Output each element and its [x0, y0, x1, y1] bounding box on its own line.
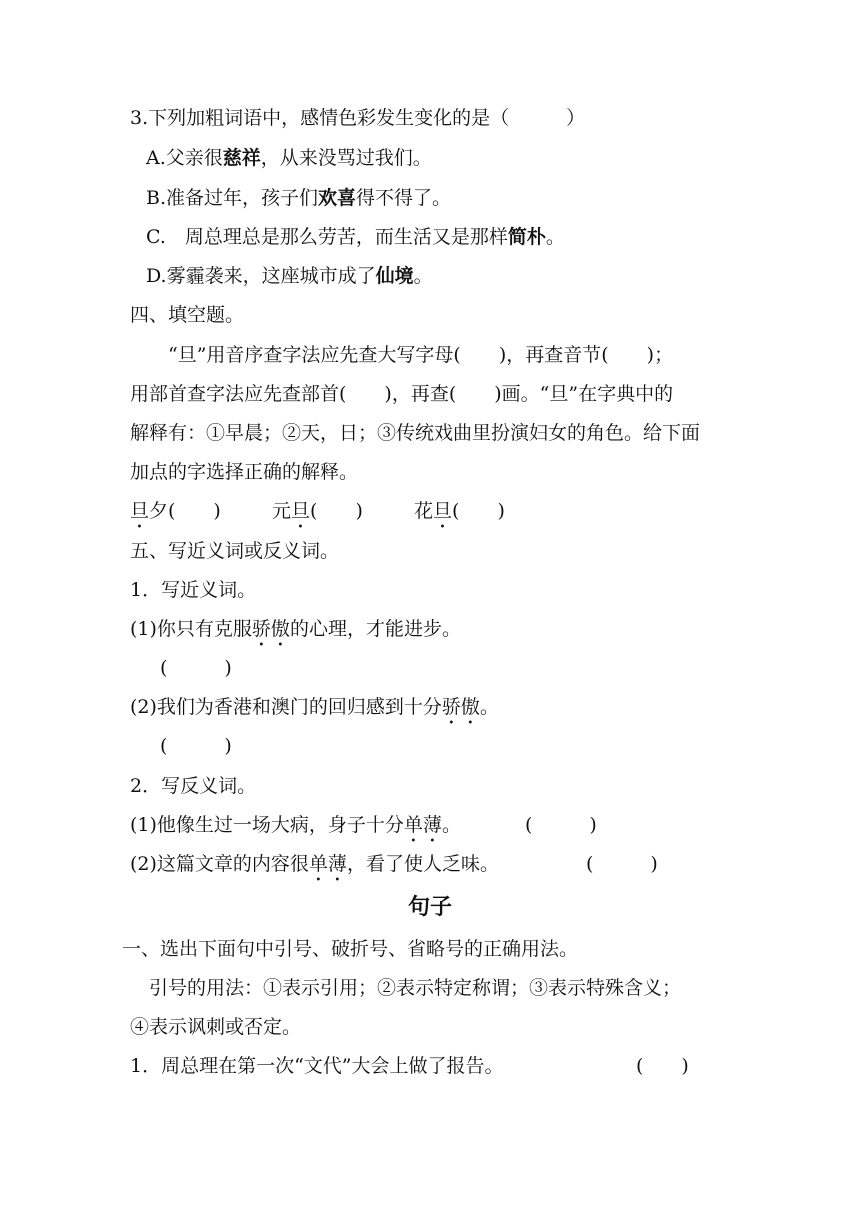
fill-paragraph-line: 用部首查字法应先查部首( )，再查( )画。“旦”在字典中的 — [130, 383, 674, 405]
punctuation-heading: 一、选出下面句中引号、破折号、省略号的正确用法。 — [122, 938, 579, 960]
answer-blank: ( ) — [586, 853, 658, 875]
question-3-stem: 3.下列加粗词语中，感情色彩发生变化的是（ ） — [130, 107, 586, 129]
option-b: B.准备过年，孩子们欢喜得不得了。 — [146, 187, 452, 209]
fill-paragraph-line: “旦”用音序查字法应先查大写字母( )，再查音节( )； — [130, 344, 674, 366]
section-4-heading: 四、填空题。 — [130, 304, 245, 326]
option-a: A.父亲很慈祥，从来没骂过我们。 — [146, 147, 432, 169]
antonym-subheading: 2．写反义词。 — [130, 775, 257, 797]
word-item: 元旦( ) — [272, 500, 363, 522]
answer-blank: ( ) — [636, 1055, 689, 1077]
option-d: D.雾霾袭来，这座城市成了仙境。 — [146, 265, 433, 287]
sentence-question: 1．周总理在第一次“文代”大会上做了报告。 — [130, 1055, 504, 1077]
answer-blank: ( ) — [160, 735, 232, 757]
section-title: 句子 — [407, 895, 452, 920]
word-item: 花旦( ) — [414, 500, 505, 522]
fill-paragraph-line: 解释有：①早晨；②天，日；③传统戏曲里扮演妇女的角色。给下面 — [130, 422, 701, 444]
option-c: C. 周总理总是那么劳苦，而生活又是那样简朴。 — [146, 226, 565, 248]
synonym-item: (2)我们为香港和澳门的回归感到十分骄傲。 — [130, 696, 499, 718]
answer-blank: ( ) — [525, 814, 597, 836]
fill-paragraph-line: 加点的字选择正确的解释。 — [130, 461, 359, 483]
word-item: 旦夕( ) — [130, 500, 221, 522]
answer-blank: ( ) — [160, 657, 232, 679]
synonym-item: (1)你只有克服骄傲的心理，才能进步。 — [130, 618, 461, 640]
synonym-subheading: 1．写近义词。 — [130, 579, 257, 601]
quote-usage-line: ④表示讽刺或否定。 — [130, 1016, 302, 1038]
antonym-item: (1)他像生过一场大病，身子十分单薄。 — [130, 814, 461, 836]
section-5-heading: 五、写近义词或反义词。 — [130, 540, 340, 562]
antonym-item: (2)这篇文章的内容很单薄，看了使人乏味。 — [130, 853, 499, 875]
quote-usage-line: 引号的用法：①表示引用；②表示特定称谓；③表示特殊含义； — [130, 977, 682, 999]
